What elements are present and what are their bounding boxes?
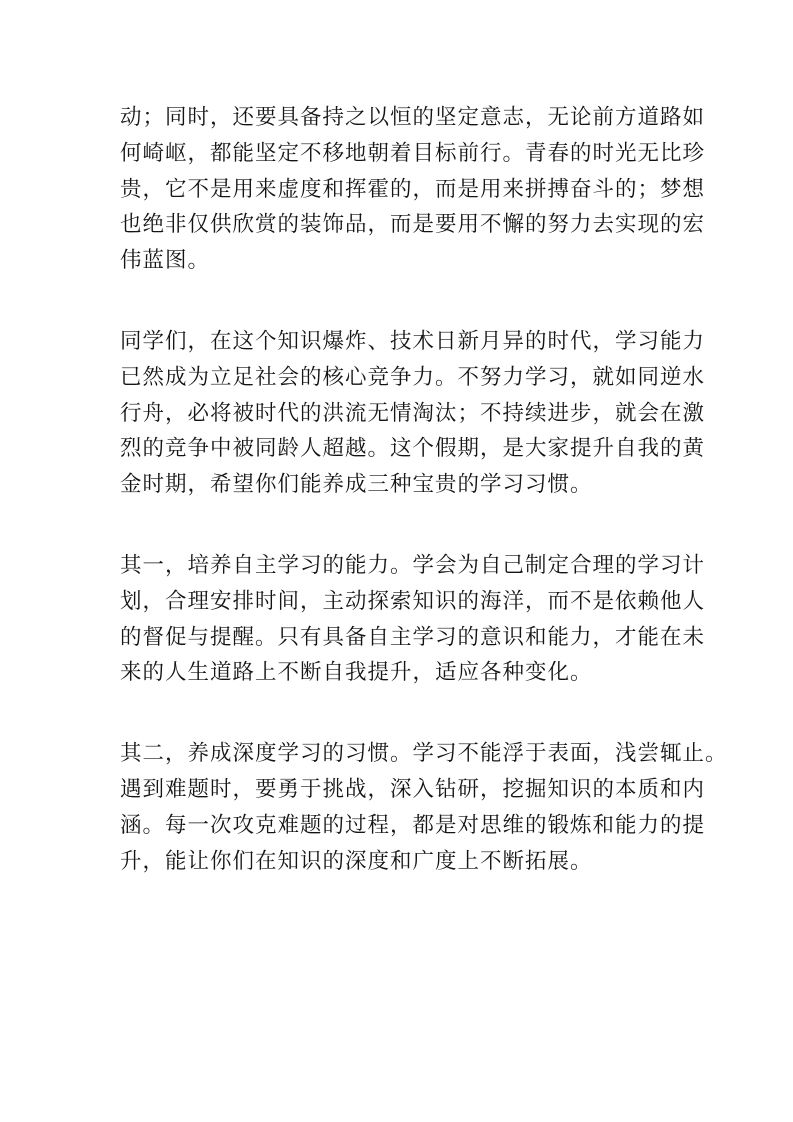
paragraph-line: 贵，它不是用来虚度和挥霍的，而是用来拼搏奋斗的；梦想 [120,176,706,202]
paragraph-3 [120,548,706,691]
paragraph-line: 烈的竞争中被同龄人超越。这个假期，是大家提升自我的黄 [120,436,706,462]
paragraph-line: 金时期，希望你们能养成三种宝贵的学习习惯。 [120,472,593,498]
paragraph-line: 其一，培养自主学习的能力。学会为自己制定合理的学习计 [120,552,706,578]
paragraph-line: 何崎岖，都能坚定不移地朝着目标前行。青春的时光无比珍 [120,140,706,166]
paragraph-line: 遇到难题时，要勇于挑战，深入钻研，挖掘知识的本质和内 [120,776,706,802]
paragraph-line: 划，合理安排时间，主动探索知识的海洋，而不是依赖他人 [120,588,706,614]
paragraph-line: 也绝非仅供欣赏的装饰品，而是要用不懈的努力去实现的宏 [120,212,706,238]
paragraph-line: 已然成为立足社会的核心竞争力。不努力学习，就如同逆水 [120,364,706,390]
paragraph-line: 行舟，必将被时代的洪流无情淘汰；不持续进步，就会在激 [120,400,706,426]
paragraph-line: 升，能让你们在知识的深度和广度上不断拓展。 [120,848,593,874]
paragraph-line: 同学们，在这个知识爆炸、技术日新月异的时代，学习能力 [120,328,706,354]
paragraph-line: 来的人生道路上不断自我提升，适应各种变化。 [120,660,593,686]
paragraph-line: 涵。每一次攻克难题的过程，都是对思维的锻炼和能力的提 [120,812,706,838]
paragraph-4 [120,736,728,879]
paragraph-line: 的督促与提醒。只有具备自主学习的意识和能力，才能在未 [120,624,706,650]
paragraph-1 [120,100,706,279]
paragraph-line: 伟蓝图。 [120,248,211,274]
paragraph-2 [120,324,706,503]
document-body [120,100,728,924]
paragraph-line: 动；同时，还要具备持之以恒的坚定意志，无论前方道路如 [120,105,706,130]
paragraph-line: 其二，养成深度学习的习惯。学习不能浮于表面，浅尝辄止。 [120,741,728,767]
